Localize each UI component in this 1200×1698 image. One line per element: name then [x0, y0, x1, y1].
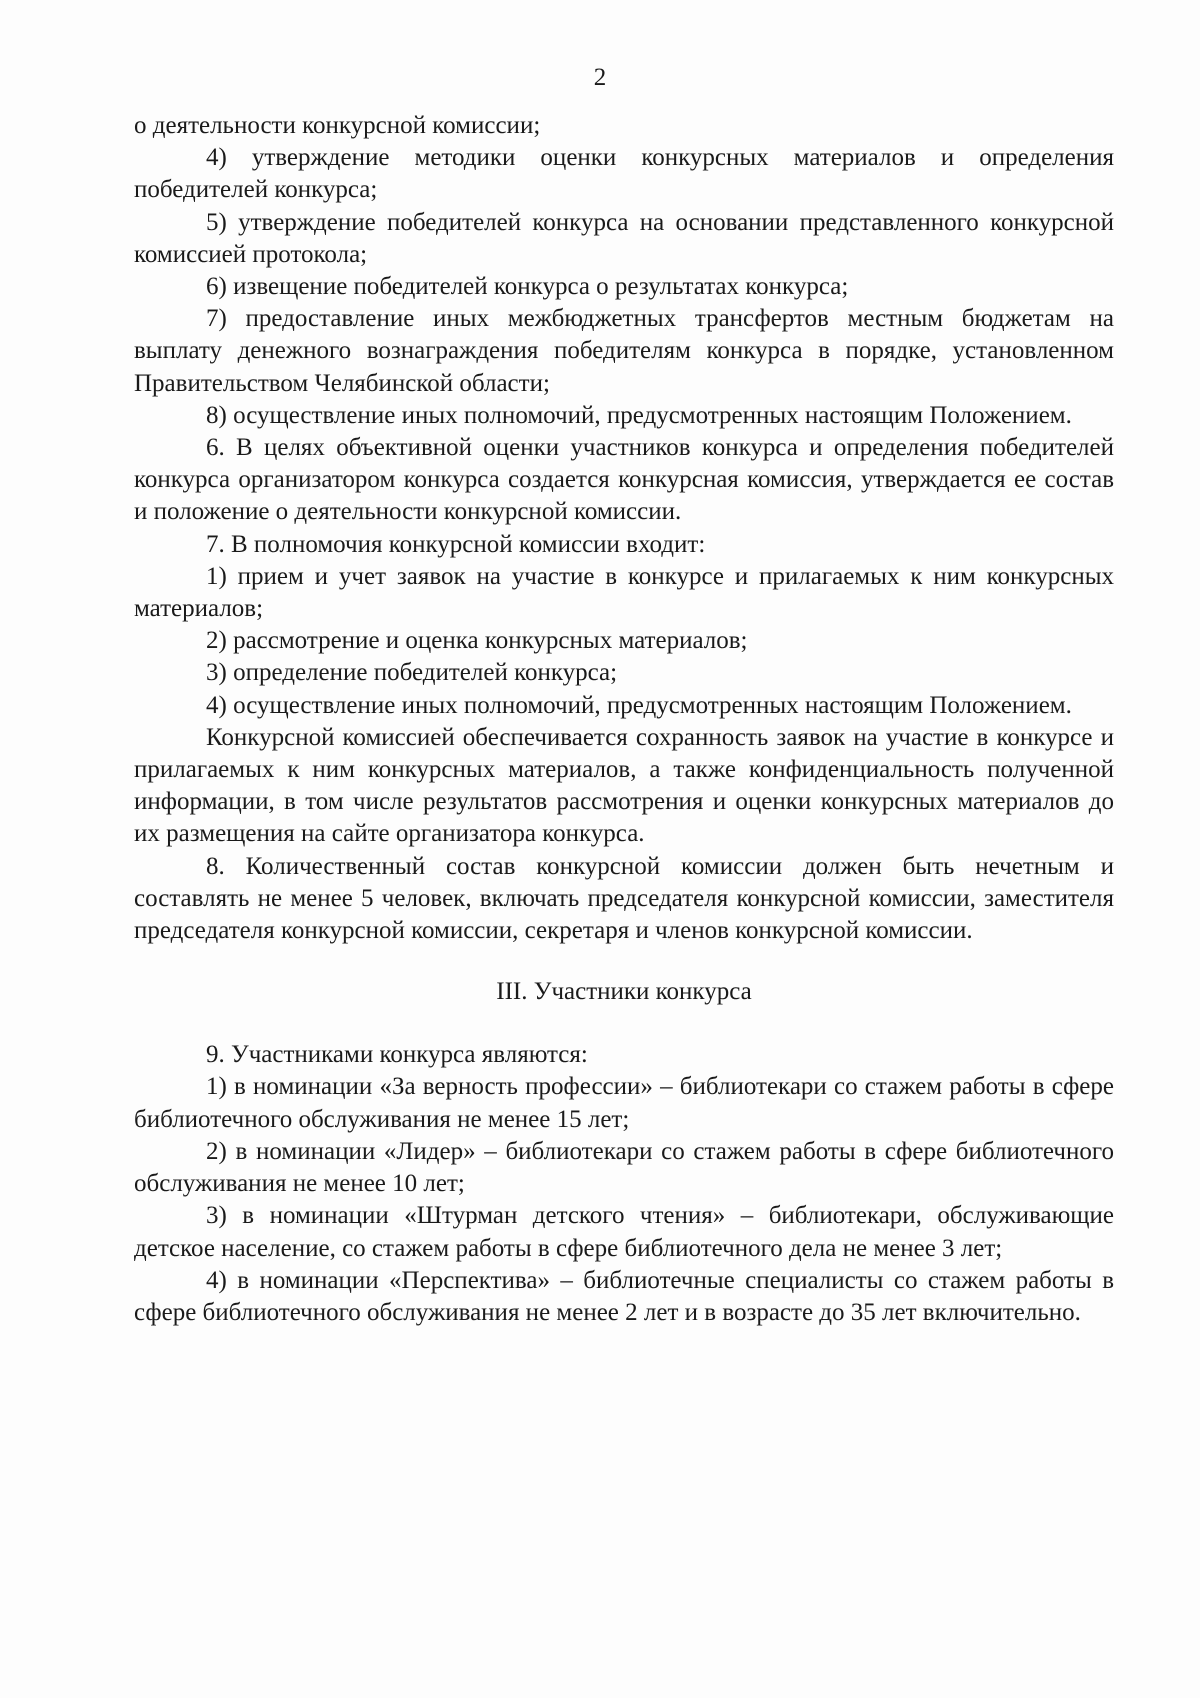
page-number: 2 — [593, 64, 607, 91]
list-item-4-approve-methodology: 4) утверждение методики оценки конкурсных материалов и определения победителей конкурса; — [134, 144, 1114, 204]
list-item-6-notify-winners: 6) извещение победителей конкурса о результатах конкурса; — [206, 273, 849, 301]
paragraph-continuation: о деятельности конкурсной комиссии; — [134, 112, 541, 139]
confidentiality-paragraph: Конкурсной комиссией обеспечивается сохранность заявок на участие в конкурсе и прилагаемых к ним конкурсных материалов, а также конфиденциальность полученной информации, в том числе результатов рассмотрения и оценки конкурсных материалов до их размещения на сайте организатора конкурса. — [134, 723, 1114, 848]
section-heading: III. Участники конкурса — [496, 978, 752, 1006]
powers-item-4: 4) осуществление иных полномочий, предусмотренных настоящим Положением. — [206, 691, 1072, 719]
document-body — [134, 110, 1114, 1329]
clause-7-commission-powers: 7. В полномочия конкурсной комиссии входит: — [206, 530, 706, 558]
clause-6-commission-creation: 6. В целях объективной оценки участников конкурса и определения победителей конкурса организатором конкурса создается конкурсная комиссия, утверждается ее состав и положение о деятельности конкурсной комиссии. — [134, 434, 1114, 526]
nomination-item-4: 4) в номинации «Перспектива» – библиотечные специалисты со стажем работы в сфере библиотечного обслуживания не менее 2 лет и в возрасте до 35 лет включительно. — [134, 1266, 1114, 1326]
list-item-5-approve-winners: 5) утверждение победителей конкурса на основании представленного конкурсной комиссией протокола; — [134, 208, 1114, 268]
list-item-8-other-powers: 8) осуществление иных полномочий, предусмотренных настоящим Положением. — [206, 401, 1072, 429]
powers-item-2: 2) рассмотрение и оценка конкурсных материалов; — [206, 627, 748, 655]
list-item-7-transfers: 7) предоставление иных межбюджетных трансфертов местным бюджетам на выплату денежного вознаграждения победителям конкурса в порядке, установленном Правительством Челябинской области; — [134, 305, 1114, 397]
nomination-item-2: 2) в номинации «Лидер» – библиотекари со стажем работы в сфере библиотечного обслуживания не менее 10 лет; — [134, 1137, 1114, 1198]
clause-9-participants: 9. Участниками конкурса являются: — [206, 1041, 588, 1069]
clause-8-commission-size: 8. Количественный состав конкурсной комиссии должен быть нечетным и составлять не менее 5 человек, включать председателя конкурсной комиссии, заместителя председателя конкурсной комиссии, секретаря и членов конкурсной комиссии. — [134, 852, 1114, 945]
nomination-item-1: 1) в номинации «За верность профессии» – библиотекари со стажем работы в сфере библиотечного обслуживания не менее 15 лет; — [134, 1073, 1114, 1133]
powers-item-3: 3) определение победителей конкурса; — [206, 659, 618, 687]
nomination-item-3: 3) в номинации «Штурман детского чтения» – библиотекари, обслуживающие детское население, со стажем работы в сфере библиотечного дела не менее 3 лет; — [134, 1202, 1114, 1262]
powers-item-1: 1) прием и учет заявок на участие в конкурсе и прилагаемых к ним конкурсных материалов; — [134, 562, 1114, 623]
